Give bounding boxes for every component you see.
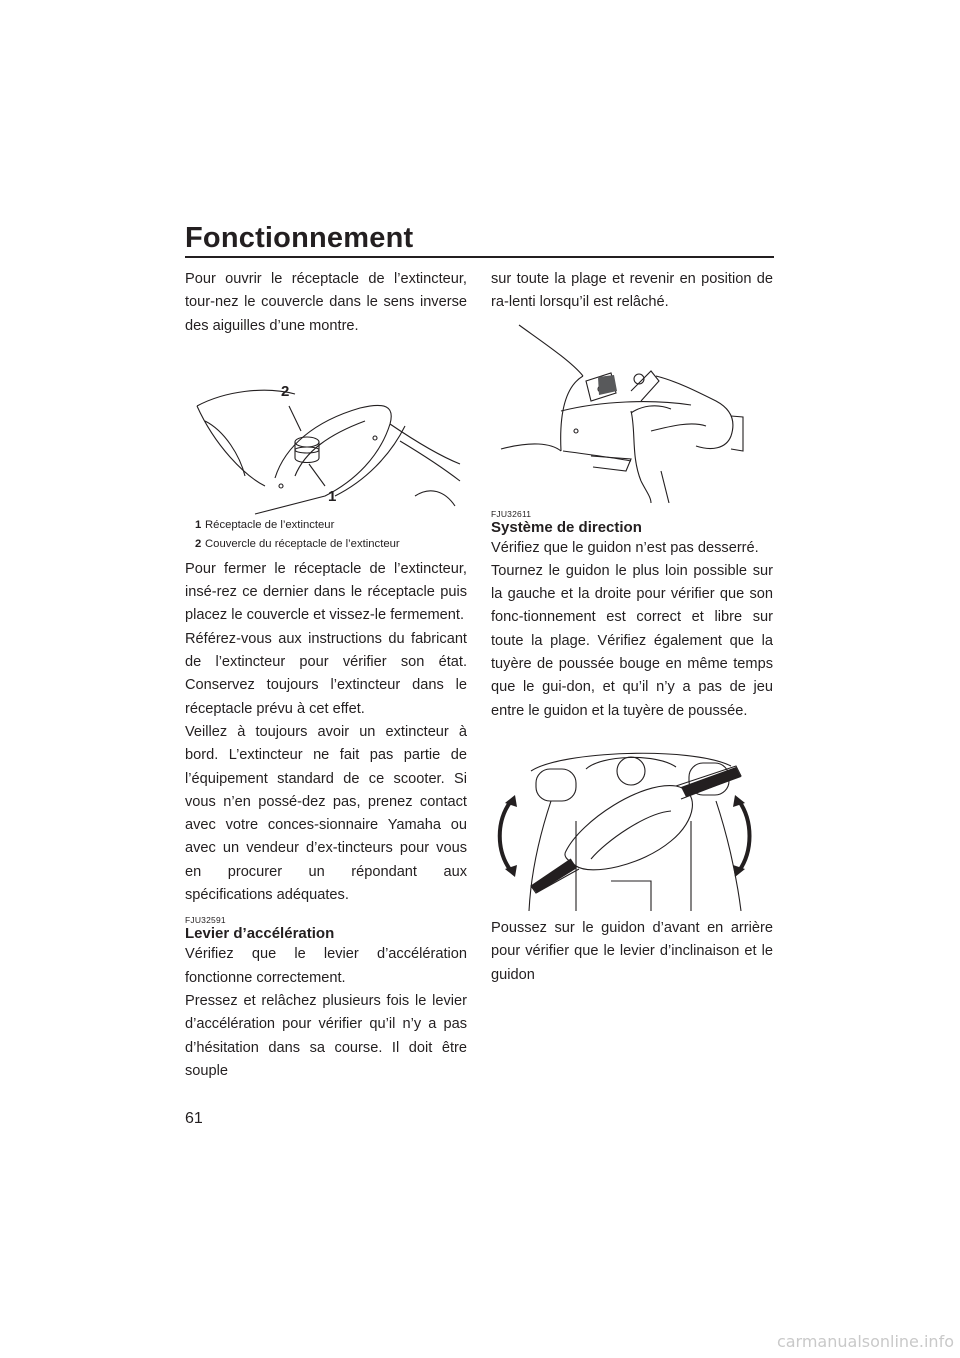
title-rule <box>185 256 774 258</box>
section-heading-steering: Système de direction <box>491 518 642 536</box>
page-number: 61 <box>185 1110 203 1127</box>
continuation-paragraph: sur toute la plage et revenir en position de ra-lenti lorsqu’il est relâché. <box>491 271 773 311</box>
throttle-lever-illustration <box>491 321 773 503</box>
caption-number: 1 <box>195 518 202 531</box>
fire-extinguisher-illustration <box>185 346 467 516</box>
steering-paragraph-2: Tournez le guidon le plus loin possible sur la gauche et la droite pour vérifier que son fonc-tionnement est correct et libre sur toute la plage. Vérifiez également que la tuyère de poussée bouge en même temps que le gui-don, et qu’il n’y a pas de jeu entre le guidon et la tuyère de poussée. <box>491 562 773 719</box>
fire-extinguisher-figure <box>185 346 467 516</box>
throttle-paragraph-1: Vérifiez que le levier d’accélération fonctionne correctement. <box>185 946 467 986</box>
close-paragraph: Pour fermer le réceptacle de l’extincteur, insé-rez ce dernier dans le réceptacle puis placez le couvercle et vissez-le fermement. <box>185 560 467 624</box>
steering-paragraph-1: Vérifiez que le guidon n’est pas desserré. <box>491 539 759 556</box>
figure1-caption-2 <box>195 535 467 554</box>
throttle-figure <box>491 321 773 503</box>
section-code: FJU32611 <box>491 508 532 519</box>
section-code: FJU32591 <box>185 915 226 926</box>
left-column <box>185 268 467 1083</box>
handlebar-illustration <box>491 741 773 911</box>
caption-text: Réceptacle de l’extincteur <box>205 518 335 531</box>
figure1-caption-1 <box>195 516 467 535</box>
section-heading-throttle: Levier d’accélération <box>185 925 335 943</box>
refer-paragraph: Référez-vous aux instructions du fabricant de l’extincteur pour vérifier son état. Conservez toujours l’extincteur dans le réceptacle prévu à cet effet. <box>185 630 467 717</box>
watermark: carmanualsonline.info <box>776 1332 954 1351</box>
push-paragraph: Poussez sur le guidon d’avant en arrière pour vérifier que le levier d’inclinaison et le guidon <box>491 919 773 983</box>
page-title: Fonctionnement <box>185 222 414 254</box>
throttle-paragraph-2: Pressez et relâchez plusieurs fois le levier d’accélération pour vérifier qu’il n’y a pas d’hésitation dans sa course. Il doit être souple <box>185 992 467 1079</box>
caption-number: 2 <box>195 537 202 550</box>
callout-2: 2 <box>281 382 290 400</box>
callout-1: 1 <box>328 487 337 505</box>
right-column <box>491 268 773 987</box>
intro-paragraph: Pour ouvrir le réceptacle de l’extincteur, tour-nez le couvercle dans le sens inverse des aiguilles d’une montre. <box>185 271 467 334</box>
caption-text: Couvercle du réceptacle de l’extincteur <box>205 537 400 550</box>
always-paragraph: Veillez à toujours avoir un extincteur à bord. L’extincteur ne fait pas partie de l’équipement standard de ce scooter. Si vous n’en possé-dez pas, prenez contact avec votre conces-sionnaire Yamaha ou avec un vendeur d’ex-tincteurs pour vous en procurer un répondant aux spécifications adéquates. <box>185 723 467 904</box>
steering-figure <box>491 741 773 911</box>
